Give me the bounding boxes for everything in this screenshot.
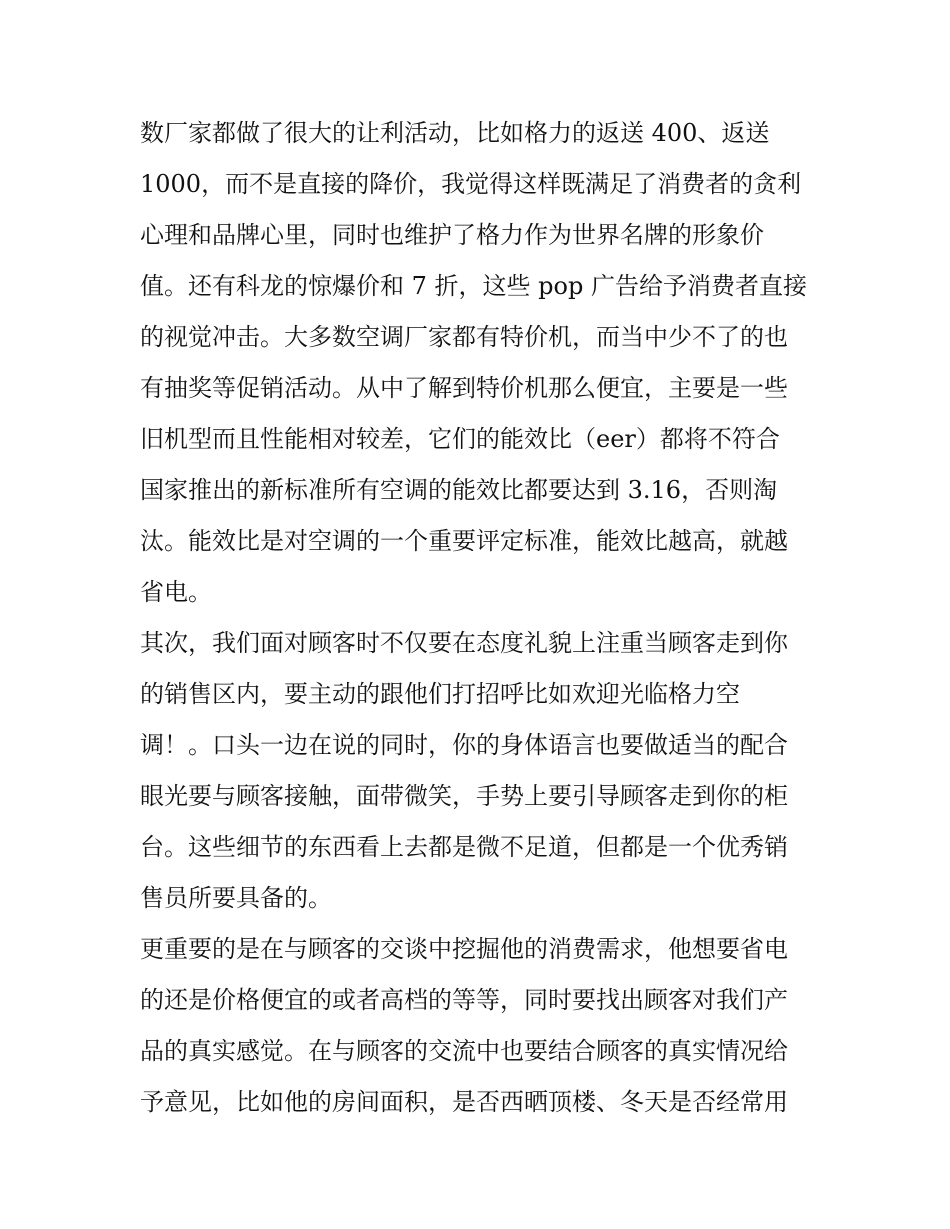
text-line-11: 其次，我们面对顾客时不仅要在态度礼貌上注重当顾客走到你 <box>140 629 788 657</box>
text-line-1: 数厂家都做了很大的让利活动，比如格力的返送 400、返送 <box>140 119 770 147</box>
text-line-15: 台。这些细节的东西看上去都是微不足道，但都是一个优秀销 <box>140 833 788 861</box>
text-line-16: 售员所要具备的。 <box>140 884 332 912</box>
text-line-17: 更重要的是在与顾客的交谈中挖掘他的消费需求，他想要省电 <box>140 935 788 963</box>
text-line-6: 有抽奖等促销活动。从中了解到特价机那么便宜，主要是一些 <box>140 374 788 402</box>
text-line-5: 的视觉冲击。大多数空调厂家都有特价机，而当中少不了的也 <box>140 323 788 351</box>
text-line-2: 1000，而不是直接的降价，我觉得这样既满足了消费者的贪利 <box>140 170 802 198</box>
text-line-9: 汰。能效比是对空调的一个重要评定标准，能效比越高，就越 <box>140 527 788 555</box>
text-line-20: 予意见，比如他的房间面积，是否西晒顶楼、冬天是否经常用 <box>140 1088 788 1116</box>
text-line-10: 省电。 <box>140 578 212 606</box>
text-line-4: 值。还有科龙的惊爆价和 7 折，这些 pop 广告给予消费者直接 <box>140 272 807 300</box>
text-line-13: 调！。口头一边在说的同时，你的身体语言也要做适当的配合 <box>140 731 788 759</box>
text-line-7: 旧机型而且性能相对较差，它们的能效比（eer）都将不符合 <box>140 425 780 453</box>
body-text <box>140 108 820 1128</box>
text-line-14: 眼光要与顾客接触，面带微笑，手势上要引导顾客走到你的柜 <box>140 782 788 810</box>
text-line-8: 国家推出的新标准所有空调的能效比都要达到 3.16，否则淘 <box>140 476 778 504</box>
text-line-12: 的销售区内，要主动的跟他们打招呼比如欢迎光临格力空 <box>140 680 740 708</box>
text-line-3: 心理和品牌心里，同时也维护了格力作为世界名牌的形象价 <box>140 221 764 249</box>
text-line-18: 的还是价格便宜的或者高档的等等，同时要找出顾客对我们产 <box>140 986 788 1014</box>
text-line-19: 品的真实感觉。在与顾客的交流中也要结合顾客的真实情况给 <box>140 1037 788 1065</box>
